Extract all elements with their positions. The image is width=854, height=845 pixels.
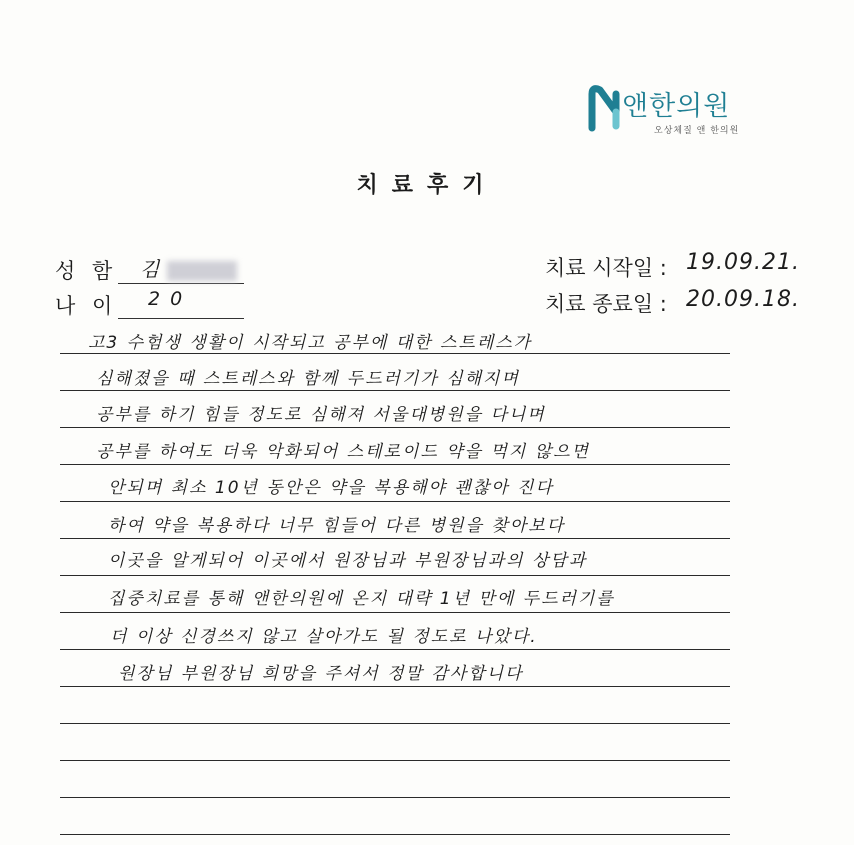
review-line: 원장님 부원장님 희망을 주셔서 정말 감사합니다: [118, 664, 524, 684]
end-date-value: 20.09.18.: [686, 287, 800, 312]
ruled-line: [60, 390, 730, 391]
review-line: 하여 약을 복용하다 너무 힘들어 다른 병원을 찾아보다: [108, 516, 566, 536]
ruled-line: [60, 575, 730, 576]
clinic-subtitle: 오상체질 앤 한의원: [654, 126, 740, 136]
clinic-name: 앤한의원: [622, 91, 731, 122]
name-label: 성 함: [55, 259, 118, 283]
review-line: 이곳을 알게되어 이곳에서 원장님과 부원장님과의 상담과: [108, 551, 588, 571]
ruled-line: [60, 612, 730, 613]
review-line: 고3 수험생 생활이 시작되고 공부에 대한 스트레스가: [88, 333, 533, 353]
ruled-line: [60, 797, 730, 798]
start-date-label: 치료 시작일 :: [545, 256, 667, 280]
start-date-value: 19.09.21.: [686, 250, 800, 275]
age-value: 20: [148, 288, 193, 310]
name-value: [140, 253, 237, 282]
age-label: 나 이: [55, 294, 118, 318]
review-line: 공부를 하여도 더욱 악화되어 스테로이드 약을 먹지 않으면: [96, 442, 590, 462]
ruled-line: [60, 464, 730, 465]
ruled-line: [60, 723, 730, 724]
ruled-line: [60, 760, 730, 761]
review-line: 안되며 최소 10년 동안은 약을 복용해야 괜찮아 진다: [108, 478, 554, 498]
review-line: 집중치료를 통해 앤한의원에 온지 대략 1년 만에 두드러기를: [108, 589, 615, 609]
clinic-logo: [586, 82, 756, 142]
review-line: 심해졌을 때 스트레스와 함께 두드러기가 심해지며: [96, 369, 520, 389]
page-title: 치료후기: [356, 173, 498, 198]
ruled-line: [60, 538, 730, 539]
ruled-line: [60, 353, 730, 354]
end-date-label: 치료 종료일 :: [545, 292, 667, 316]
ruled-line: [60, 649, 730, 650]
ruled-line: [60, 686, 730, 687]
review-line: 더 이상 신경쓰지 않고 살아가도 될 정도로 나았다.: [110, 627, 538, 647]
name-redaction: [167, 261, 237, 281]
ruled-line: [60, 834, 730, 835]
name-value-text: 김: [140, 257, 160, 281]
review-line: 공부를 하기 힘들 정도로 심해져 서울대병원을 다니며: [96, 405, 546, 425]
ruled-line: [60, 427, 730, 428]
ruled-line: [60, 501, 730, 502]
